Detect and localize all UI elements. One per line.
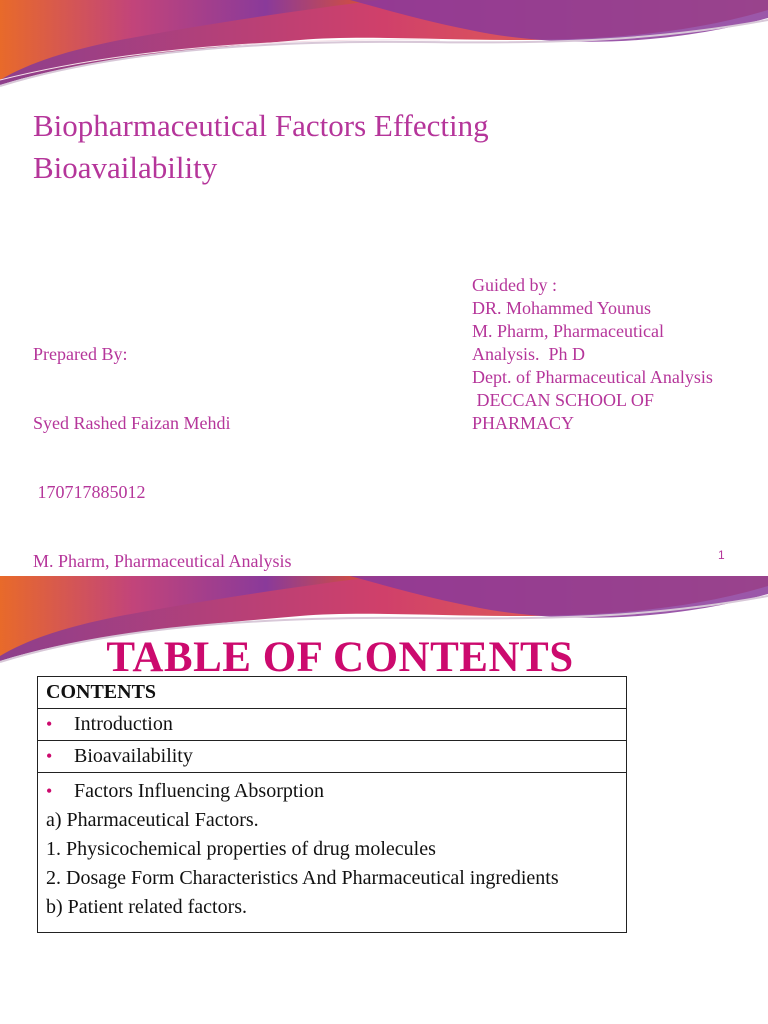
presentation-title [33,105,593,189]
contents-table [37,676,627,933]
table-row [38,677,627,709]
prepared-by-block [33,297,317,576]
guided-line: M. Pharm, Pharmaceutical [472,321,664,341]
header-swoosh-decoration [0,0,768,100]
guided-line: DECCAN SCHOOL OF [472,390,654,410]
toc-item: Factors Influencing Absorption [74,780,324,802]
prepared-line: 170717885012 [33,482,146,502]
guided-line: Guided by : [472,275,557,295]
prepared-line: Prepared By: [33,344,128,364]
toc-title: TABLE OF CONTENTS [106,634,574,681]
prepared-line: M. Pharm, Pharmaceutical Analysis [33,551,292,571]
guided-line: Analysis. Ph D [472,344,586,364]
bullet-icon: • [46,714,53,734]
table-row [38,773,627,933]
toc-item: Introduction [74,713,173,735]
title-line-1: Biopharmaceutical Factors Effecting [33,108,489,143]
title-line-2: Bioavailability [33,150,218,185]
bullet-icon: • [46,781,53,801]
page-number: 1 [718,548,725,562]
guided-by-block [472,274,742,435]
table-row [38,709,627,741]
toc-sub-item: a) Pharmaceutical Factors. [46,809,259,831]
guided-line: PHARMACY [472,413,575,433]
toc-sub-item: 2. Dosage Form Characteristics And Pharmaceutical ingredients [46,867,559,889]
toc-item: Bioavailability [74,745,193,767]
bullet-icon: • [46,746,53,766]
toc-sub-item: 1. Physicochemical properties of drug molecules [46,838,436,860]
table-row [38,741,627,773]
guided-line: Dept. of Pharmaceutical Analysis [472,367,713,387]
toc-sub-item: b) Patient related factors. [46,896,248,918]
guided-line: DR. Mohammed Younus [472,298,652,318]
contents-header: CONTENTS [38,677,627,709]
prepared-line: Syed Rashed Faizan Mehdi [33,413,231,433]
contents-slide [0,576,768,1024]
